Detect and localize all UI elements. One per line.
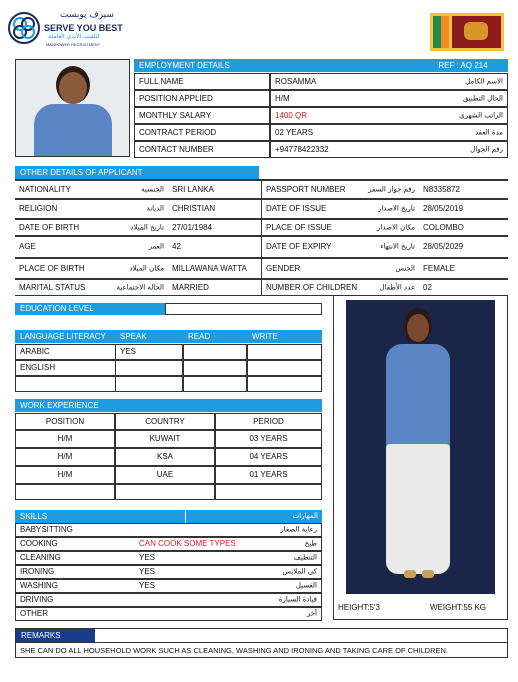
- weight-value: WEIGHT:55 KG: [430, 603, 487, 612]
- skill-value: رعاية الصغار: [135, 523, 322, 537]
- position-value: H/M الحال التطبيق: [270, 90, 508, 107]
- other-value-2: COLOMBO: [419, 219, 508, 236]
- contact-label: CONTACT NUMBER: [134, 141, 270, 158]
- work-period: 04 YEARS: [215, 448, 322, 466]
- work-experience-table: [15, 399, 322, 499]
- position-label: POSITION APPLIED: [134, 90, 270, 107]
- contract-value: 02 YEARS مدة العقد: [270, 124, 508, 141]
- language-header: LANGUAGE LITERACY: [15, 330, 115, 343]
- language-row-arabic: ARABIC: [15, 344, 115, 360]
- salary-value: 1400 QR الراتب الشهري: [270, 107, 508, 124]
- write-arabic: [247, 344, 322, 360]
- speak-arabic: YES: [115, 344, 183, 360]
- other-label-1: PLACE OF BIRTH مكان الميلاد: [15, 258, 168, 279]
- other-value-1: 42: [168, 236, 262, 258]
- language-row-english: ENGLISH: [15, 360, 115, 376]
- work-col-country: COUNTRY: [115, 413, 215, 430]
- logo-arabic: سيرف يوبست: [60, 10, 114, 20]
- logo-name: SERVE YOU BEST: [44, 23, 123, 33]
- skills-header-arabic: المهارات: [186, 510, 322, 523]
- education-header: EDUCATION LEVEL: [15, 303, 165, 315]
- skill-name: DRIVING: [15, 593, 135, 607]
- other-label-1: NATIONALITY الجنسية: [15, 180, 168, 199]
- skill-value: قيادة السيارة: [135, 593, 322, 607]
- speak-english: [115, 360, 183, 376]
- company-logo: [8, 10, 128, 50]
- other-label-1: RELIGION الديانة: [15, 199, 168, 219]
- work-position: H/M: [15, 466, 115, 484]
- read-english: [183, 360, 247, 376]
- remarks-text: SHE CAN DO ALL HOUSEHOLD WORK SUCH AS CLEANING, WASHING AND IRONING AND TAKING CARE OF CHILDREN.: [20, 646, 448, 655]
- skills-header: SKILLS: [15, 510, 185, 523]
- write-header: WRITE: [247, 330, 322, 343]
- other-value-2: N8335872: [419, 180, 508, 199]
- full-body-photo-frame: [333, 295, 508, 620]
- other-label-2: DATE OF ISSUE تاريخ الاصدار: [262, 199, 419, 219]
- profile-photo: [15, 59, 130, 157]
- salary-label: MONTHLY SALARY: [134, 107, 270, 124]
- full-name-label: FULL NAME: [134, 73, 270, 90]
- other-value-2: FEMALE: [419, 258, 508, 279]
- other-value-2: 28/05/2029: [419, 236, 508, 258]
- other-label-1: AGE العمر: [15, 236, 168, 258]
- skill-value: YES التنظيف: [135, 551, 322, 565]
- skill-value: YES الغسيل: [135, 579, 322, 593]
- other-label-2: PLACE OF ISSUE مكان الاصدار: [262, 219, 419, 236]
- other-label-2: GENDER الجنس: [262, 258, 419, 279]
- skill-value: آخر: [135, 607, 322, 621]
- other-value-2: 02: [419, 279, 508, 296]
- work-period: 01 YEARS: [215, 466, 322, 484]
- skill-name: IRONING: [15, 565, 135, 579]
- height-value: HEIGHT:5'3: [338, 603, 380, 612]
- read-header: READ: [183, 330, 247, 343]
- other-value-1: MILLAWANA WATTA: [168, 258, 262, 279]
- full-name-value: ROSAMMA الاسم الكامل: [270, 73, 508, 90]
- other-details-header: OTHER DETAILS OF APPLICANT: [15, 166, 259, 179]
- work-col-period: PERIOD: [215, 413, 322, 430]
- remarks-section: [15, 628, 508, 658]
- contact-value: +94778422332 رقم الجوال: [270, 141, 508, 158]
- speak-header: SPEAK: [115, 330, 183, 343]
- remarks-header: REMARKS: [16, 629, 95, 642]
- other-label-2: NUMBER OF CHILDREN عدد الأطفال: [262, 279, 419, 296]
- work-col-position: POSITION: [15, 413, 115, 430]
- read-arabic: [183, 344, 247, 360]
- work-country: KSA: [115, 448, 215, 466]
- contract-label: CONTRACT PERIOD: [134, 124, 270, 141]
- sri-lanka-flag-icon: [430, 13, 504, 51]
- work-period: 03 YEARS: [215, 430, 322, 448]
- skill-name: COOKING: [15, 537, 135, 551]
- other-label-2: DATE OF EXPIRY تاريخ الانتهاء: [262, 236, 419, 258]
- skill-name: OTHER: [15, 607, 135, 621]
- logo-tagline: MANPOWER RECRUITMENT: [46, 42, 101, 47]
- skill-name: BABYSITTING: [15, 523, 135, 537]
- language-row-empty: [15, 376, 115, 392]
- other-value-2: 28/05/2019: [419, 199, 508, 219]
- education-box: [165, 303, 322, 315]
- other-label-1: DATE OF BIRTH تاريخ الميلاد: [15, 219, 168, 236]
- work-experience-header: WORK EXPERIENCE: [15, 399, 322, 412]
- full-body-photo: [346, 300, 495, 594]
- ref-number: REF : AQ 214: [418, 59, 508, 72]
- work-empty-row: [115, 484, 215, 500]
- employment-details-header: EMPLOYMENT DETAILS: [134, 59, 418, 72]
- work-empty-row: [15, 484, 115, 500]
- skill-name: WASHING: [15, 579, 135, 593]
- skill-value: YES كي الملابس: [135, 565, 322, 579]
- logo-mark-icon: [8, 12, 40, 44]
- work-empty-row: [215, 484, 322, 500]
- other-value-1: SRI LANKA: [168, 180, 262, 199]
- work-country: UAE: [115, 466, 215, 484]
- other-value-1: CHRISTIAN: [168, 199, 262, 219]
- work-position: H/M: [15, 430, 115, 448]
- other-label-1: MARITAL STATUS الحالة الاجتماعية: [15, 279, 168, 296]
- skill-value: CAN COOK SOME TYPES طبخ: [135, 537, 322, 551]
- work-country: KUWAIT: [115, 430, 215, 448]
- skill-name: CLEANING: [15, 551, 135, 565]
- work-position: H/M: [15, 448, 115, 466]
- write-english: [247, 360, 322, 376]
- logo-sub-arabic: لتلقيب الأيدي العاملة: [48, 33, 100, 40]
- other-value-1: MARRIED: [168, 279, 262, 296]
- other-label-2: PASSPORT NUMBER رقم جواز السفر: [262, 180, 419, 199]
- other-value-1: 27/01/1984: [168, 219, 262, 236]
